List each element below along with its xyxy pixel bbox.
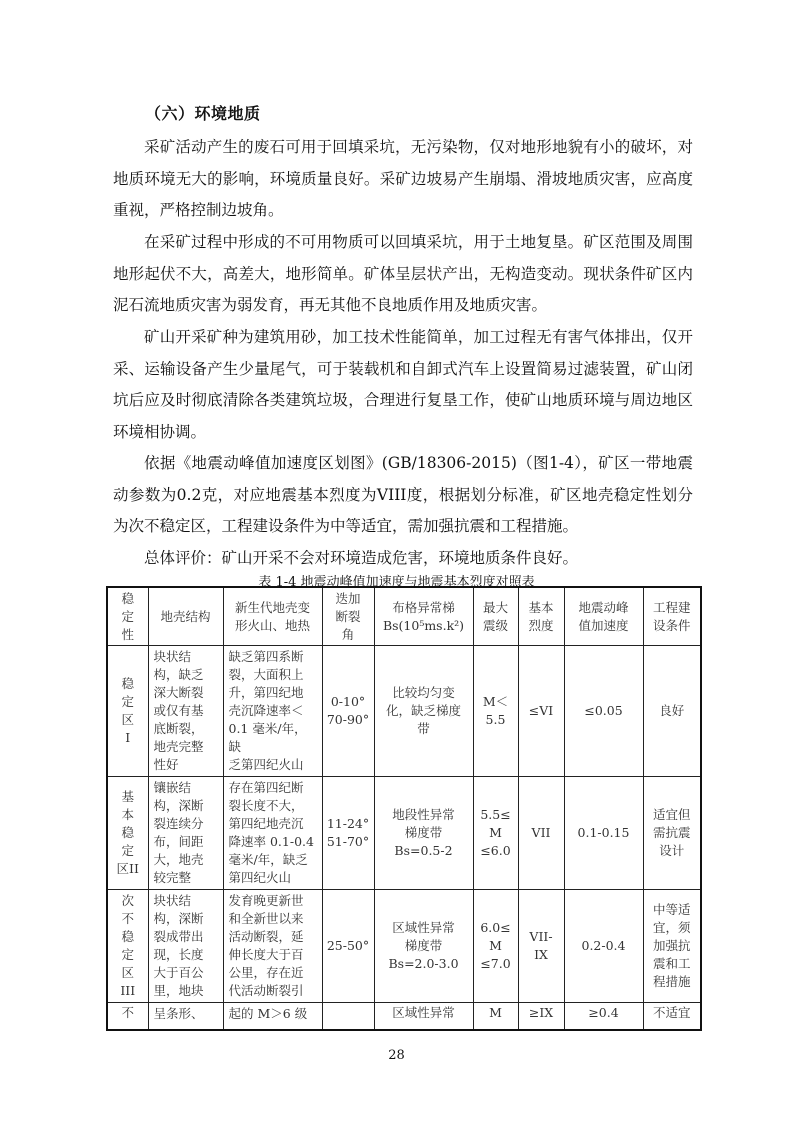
paragraph: 在采矿过程中形成的不可用物质可以回填采坑，用于土地复垦。矿区范围及周围地形起伏不大，高差大，地形简单。矿体呈层状产出，无构造变动。现状条件矿区内泥石流地质灾害为弱发育，再无其他不良地质作用及地质灾害。 [113, 233, 693, 314]
table-cell: 存在第四纪断 裂长度不大， 第四纪地壳沉 降速率 0.1-0.4 毫米/年，缺乏 第四纪火山 [223, 777, 322, 890]
paragraph: 总体评价：矿山开采不会对环境造成危害，环境地质条件良好。 [144, 549, 579, 567]
table-cell: 发育晚更新世 和全新世以来 活动断裂，延 伸长度大于百 公里，存在近 代活动断裂引 [223, 890, 322, 1003]
table-cell: 呈条形、 [148, 1003, 223, 1031]
table-header-row [107, 587, 701, 646]
table-cell: 不适宜 [643, 1003, 701, 1031]
table-cell: ≥0.4 [564, 1003, 643, 1031]
table-cell: VII [518, 777, 564, 890]
header-cell: 新生代地壳变 形火山、地热 [223, 587, 322, 646]
table-cell: 6.0≤ M ≤7.0 [473, 890, 518, 1003]
table-cell: 中等适 宜，须 加强抗 震和工 程措施 [643, 890, 701, 1003]
header-cell: 工程建 设条件 [643, 587, 701, 646]
table-cell: 11-24° 51-70° [322, 777, 374, 890]
table-cell: 地段性异常 梯度带 Bs=0.5-2 [374, 777, 473, 890]
header-cell: 迭加 断裂 角 [322, 587, 374, 646]
table-cell: 块状结 构，缺乏 深大断裂 或仅有基 底断裂， 地壳完整 性好 [148, 646, 223, 777]
table-cell: 缺乏第四系断 裂，大面积上 升，第四纪地 壳沉降速率＜ 0.1 毫米/年，缺 乏第四纪火山 [223, 646, 322, 777]
paragraph: 采矿活动产生的废石可用于回填采坑，无污染物，仅对地形地貌有小的破坏，对地质环境无大的影响，环境质量良好。采矿边坡易产生崩塌、滑坡地质灾害，应高度重视，严格控制边坡角。 [113, 138, 693, 219]
table-cell: 起的 M＞6 级 [223, 1003, 322, 1031]
table-cell: ≤VI [518, 646, 564, 777]
header-cell: 地壳结构 [148, 587, 223, 646]
table-cell: 0-10° 70-90° [322, 646, 374, 777]
table-cell: ≥IX [518, 1003, 564, 1031]
table-cell: 基 本 稳 定 区II [107, 777, 148, 890]
table-row [107, 1003, 701, 1031]
header-cell: 基本 烈度 [518, 587, 564, 646]
table-cell: VII- IX [518, 890, 564, 1003]
table-row [107, 777, 701, 890]
table-cell: 块状结 构，深断 裂成带出 现，长度 大于百公 里，地块 [148, 890, 223, 1003]
table-caption: 表 1-4 地震动峰值加速度与地震基本烈度对照表 [258, 575, 535, 590]
table-cell: 次 不 稳 定 区 III [107, 890, 148, 1003]
table-cell: M＜ 5.5 [473, 646, 518, 777]
table-cell: 区域性异常 梯度带 Bs=2.0-3.0 [374, 890, 473, 1003]
table-cell: 不 [107, 1003, 148, 1031]
table-cell: 良好 [643, 646, 701, 777]
table-cell: 0.1-0.15 [564, 777, 643, 890]
header-cell: 最大 震级 [473, 587, 518, 646]
table-cell: ≤0.05 [564, 646, 643, 777]
table-cell: 25-50° [322, 890, 374, 1003]
table-cell: 稳 定 区 I [107, 646, 148, 777]
table-row [107, 646, 701, 777]
table-cell [322, 1003, 374, 1031]
table-cell: 适宜但 需抗震 设计 [643, 777, 701, 890]
paragraph: 依据《地震动峰值加速度区划图》(GB/18306-2015)（图1-4），矿区一带地震动参数为0.2克，对应地震基本烈度为VIII度，根据划分标准，矿区地壳稳定性划分为次不稳定区，工程建设条件为中等适宜，需加强抗震和工程措施。 [113, 454, 693, 535]
table-cell: 0.2-0.4 [564, 890, 643, 1003]
table-cell: 5.5≤ M ≤6.0 [473, 777, 518, 890]
table-cell: M [473, 1003, 518, 1031]
page-number: 28 [388, 1048, 405, 1063]
table-row [107, 890, 701, 1003]
header-cell: 地震动峰 值加速度 [564, 587, 643, 646]
header-cell: 布格异常梯 Bs(10⁵ms.k²) [374, 587, 473, 646]
seismic-table [106, 586, 702, 1031]
header-cell: 稳 定 性 [107, 587, 148, 646]
table-cell: 区域性异常 [374, 1003, 473, 1031]
table-cell: 比较均匀变 化，缺乏梯度 带 [374, 646, 473, 777]
section-heading: （六）环境地质 [145, 104, 261, 123]
table-cell: 镶嵌结 构，深断 裂连续分 布，间距 大，地壳 较完整 [148, 777, 223, 890]
paragraph: 矿山开采矿种为建筑用砂，加工技术性能简单，加工过程无有害气体排出，仅开采、运输设备产生少量尾气，可于装载机和自卸式汽车上设置简易过滤装置，矿山闭坑后应及时彻底清除各类建筑垃圾，合理进行复垦工作，使矿山地质环境与周边地区环境相协调。 [113, 328, 693, 441]
